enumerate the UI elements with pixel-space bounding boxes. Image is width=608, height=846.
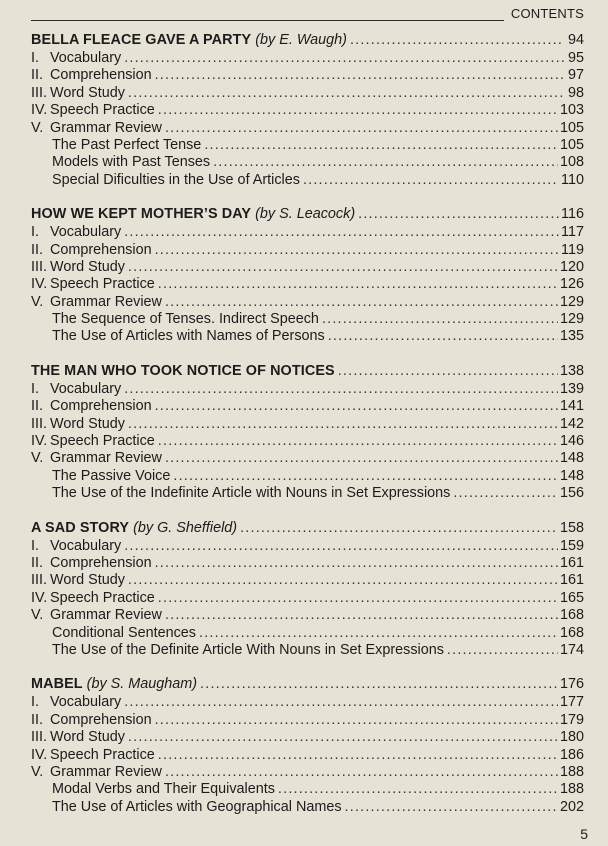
entry-label: Speech Practice [50,433,155,450]
entry-number: III. [31,415,47,432]
dot-leader [155,67,564,83]
dot-leader [165,450,558,466]
entry-page: 135 [559,328,584,345]
dot-leader [345,799,558,815]
toc-entry[interactable] [31,416,584,433]
dot-leader [199,625,558,641]
entry-number: V. [31,607,44,624]
page-number: 5 [580,826,588,842]
toc-entry[interactable] [31,102,584,119]
dot-leader [213,154,558,170]
entry-number: I. [31,380,39,397]
entry-label: Comprehension [50,711,152,728]
entry-label: Speech Practice [50,589,155,606]
section-title: A SAD STORY [31,519,130,536]
entry-label: Comprehension [50,554,152,571]
entry-label: Grammar Review [50,450,162,467]
dot-leader [128,572,558,588]
dot-leader [158,747,558,763]
entry-label: Speech Practice [50,276,155,293]
entry-number: II. [31,398,43,415]
section-page: 94 [567,32,584,48]
dot-leader [124,538,558,554]
toc-entry[interactable] [31,764,584,781]
dot-leader [322,311,558,327]
entry-page: 174 [559,641,584,658]
entry-number: I. [31,224,39,241]
dot-leader [240,520,558,536]
dot-leader [328,328,558,344]
dot-leader [338,363,558,379]
toc-entry[interactable] [31,572,584,589]
dot-leader [165,294,558,310]
toc-entry[interactable] [31,259,584,276]
entry-page: 141 [559,398,584,415]
entry-number: II. [31,554,43,571]
dot-leader [124,50,564,66]
entry-page: 97 [567,67,584,84]
entry-number: I. [31,537,39,554]
entry-label: Grammar Review [50,119,162,136]
entry-page: 98 [567,84,584,101]
toc-entry[interactable] [31,328,584,345]
dot-leader [204,137,558,153]
entry-label: Vocabulary [50,224,122,241]
entry-label: Vocabulary [50,50,122,66]
table-of-contents [31,32,584,833]
entry-label: The Use of the Indefinite Article with Nouns in Set Expressions [52,485,451,502]
dot-leader [358,206,559,222]
dot-leader [128,416,558,432]
dot-leader [128,729,558,745]
section-author: (by E. Waugh) [255,32,347,48]
entry-page: 188 [559,763,584,780]
toc-entry[interactable] [31,67,584,84]
entry-number: IV. [31,589,48,606]
toc-entry[interactable] [31,729,584,746]
entry-page: 168 [559,607,584,624]
toc-entry[interactable] [31,607,584,624]
section-page: 176 [559,676,584,693]
dot-leader [303,172,559,188]
entry-page: 105 [559,136,584,153]
entry-page: 129 [559,311,584,328]
toc-section [31,520,584,660]
toc-entry[interactable] [31,50,584,67]
section-author: (by G. Sheffield) [133,519,238,536]
entry-page: 142 [559,415,584,432]
entry-page: 146 [559,433,584,450]
toc-section [31,363,584,503]
entry-page: 165 [559,589,584,606]
toc-entry[interactable] [31,398,584,415]
dot-leader [128,259,558,275]
toc-entry[interactable] [31,137,584,154]
section-page: 158 [559,519,584,536]
entry-number: III. [31,729,47,746]
entry-label: The Use of Articles with Geographical Names [52,798,342,815]
dot-leader [158,276,558,292]
header-title: CONTENTS [510,6,584,21]
dot-leader [200,676,558,692]
entry-page: 161 [559,572,584,589]
dot-leader [155,555,558,571]
dot-leader [165,764,558,780]
toc-section [31,676,584,816]
entry-page: 180 [559,729,584,746]
entry-page: 188 [559,781,584,798]
entry-label: The Passive Voice [52,467,171,484]
toc-entry[interactable] [31,538,584,555]
entry-number: V. [31,119,44,136]
toc-entry[interactable] [31,242,584,259]
entry-number: III. [31,572,47,589]
toc-section-title-row[interactable] [31,206,584,224]
dot-leader [155,398,558,414]
entry-label: The Use of the Definite Article With Nouns in Set Expressions [52,641,444,658]
entry-page: 148 [559,467,584,484]
toc-entry[interactable] [31,694,584,711]
entry-label: The Past Perfect Tense [52,136,202,153]
toc-entry[interactable] [31,590,584,607]
toc-entry[interactable] [31,224,584,241]
entry-label: Models with Past Tenses [52,154,211,171]
toc-entry[interactable] [31,781,584,798]
toc-entry[interactable] [31,555,584,572]
entry-page: 186 [559,746,584,763]
dot-leader [155,242,559,258]
entry-number: I. [31,50,39,66]
entry-page: 177 [559,694,584,711]
dot-leader [158,590,558,606]
toc-section-title-row[interactable] [31,520,584,538]
entry-label: Vocabulary [50,694,122,711]
entry-number: IV. [31,746,48,763]
page-header [31,5,584,23]
toc-section-title-row[interactable] [31,676,584,694]
entry-label: Grammar Review [50,293,162,310]
entry-page: 179 [559,711,584,728]
entry-page: 159 [559,537,584,554]
toc-entry[interactable] [31,485,584,502]
entry-number: V. [31,763,44,780]
entry-label: Vocabulary [50,380,122,397]
section-title: THE MAN WHO TOOK NOTICE OF NOTICES [31,362,335,379]
entry-number: II. [31,241,43,258]
toc-entry[interactable] [31,381,584,398]
entry-label: Comprehension [50,398,152,415]
entry-page: 148 [559,450,584,467]
entry-page: 126 [559,276,584,293]
entry-label: Modal Verbs and Their Equivalents [52,781,275,798]
entry-number: I. [31,694,39,711]
toc-entry[interactable] [31,747,584,764]
entry-page: 202 [559,798,584,815]
entry-label: Word Study [50,572,125,589]
toc-entry[interactable] [31,85,584,102]
dot-leader [453,485,558,501]
entry-page: 105 [559,119,584,136]
entry-page: 119 [561,241,584,258]
dot-leader [173,468,558,484]
entry-page: 120 [559,258,584,275]
toc-section [31,32,584,189]
entry-label: Comprehension [50,67,152,84]
section-page: 116 [561,206,584,223]
entry-label: Speech Practice [50,102,155,119]
entry-page: 161 [559,554,584,571]
entry-page: 108 [559,154,584,171]
toc-entry[interactable] [31,642,584,659]
toc-entry[interactable] [31,799,584,816]
entry-number: II. [31,67,43,84]
entry-label: Conditional Sentences [52,624,197,641]
toc-entry[interactable] [31,311,584,328]
entry-label: Grammar Review [50,763,162,780]
entry-label: Speech Practice [50,746,155,763]
toc-entry[interactable] [31,712,584,729]
entry-page: 139 [559,380,584,397]
dot-leader [447,642,558,658]
toc-entry[interactable] [31,468,584,485]
toc-entry[interactable] [31,294,584,311]
entry-number: III. [31,84,47,101]
entry-label: Comprehension [50,241,152,258]
entry-label: Vocabulary [50,537,122,554]
header-rule [31,20,504,21]
entry-label: Grammar Review [50,607,162,624]
entry-number: IV. [31,276,48,293]
entry-label: Word Study [50,415,125,432]
entry-label: Word Study [50,84,125,101]
dot-leader [350,32,564,48]
dot-leader [158,102,558,118]
entry-number: II. [31,711,43,728]
entry-label: Word Study [50,729,125,746]
entry-page: 110 [561,171,584,188]
dot-leader [165,120,558,136]
entry-page: 103 [559,102,584,119]
toc-section-title-row[interactable] [31,363,584,381]
entry-label: Word Study [50,258,125,275]
entry-label: The Sequence of Tenses. Indirect Speech [52,311,319,328]
toc-entry[interactable] [31,625,584,642]
toc-entry[interactable] [31,433,584,450]
entry-label: Special Dificulties in the Use of Articles [52,171,300,188]
toc-entry[interactable] [31,172,584,189]
dot-leader [165,607,558,623]
toc-section [31,206,584,346]
section-author: (by S. Maugham) [86,676,198,693]
toc-entry[interactable] [31,120,584,137]
section-title: MABEL [31,676,83,693]
entry-number: V. [31,450,44,467]
dot-leader [124,694,558,710]
toc-entry[interactable] [31,276,584,293]
toc-entry[interactable] [31,450,584,467]
section-author: (by S. Leacock) [255,206,356,223]
entry-label: The Use of Articles with Names of Persons [52,328,325,345]
dot-leader [124,224,559,240]
dot-leader [128,85,564,101]
entry-number: IV. [31,102,48,119]
toc-entry[interactable] [31,154,584,171]
toc-section-title-row[interactable] [31,32,584,50]
entry-page: 156 [559,485,584,502]
dot-leader [278,781,558,797]
entry-number: IV. [31,433,48,450]
entry-page: 129 [559,293,584,310]
section-title: BELLA FLEACE GAVE A PARTY [31,32,252,48]
section-page: 138 [559,362,584,379]
entry-number: III. [31,258,47,275]
entry-page: 117 [561,224,584,241]
dot-leader [158,433,558,449]
entry-page: 95 [567,50,584,66]
dot-leader [124,381,558,397]
entry-number: V. [31,293,44,310]
dot-leader [155,712,558,728]
entry-page: 168 [559,624,584,641]
section-title: HOW WE KEPT MOTHER’S DAY [31,206,252,223]
